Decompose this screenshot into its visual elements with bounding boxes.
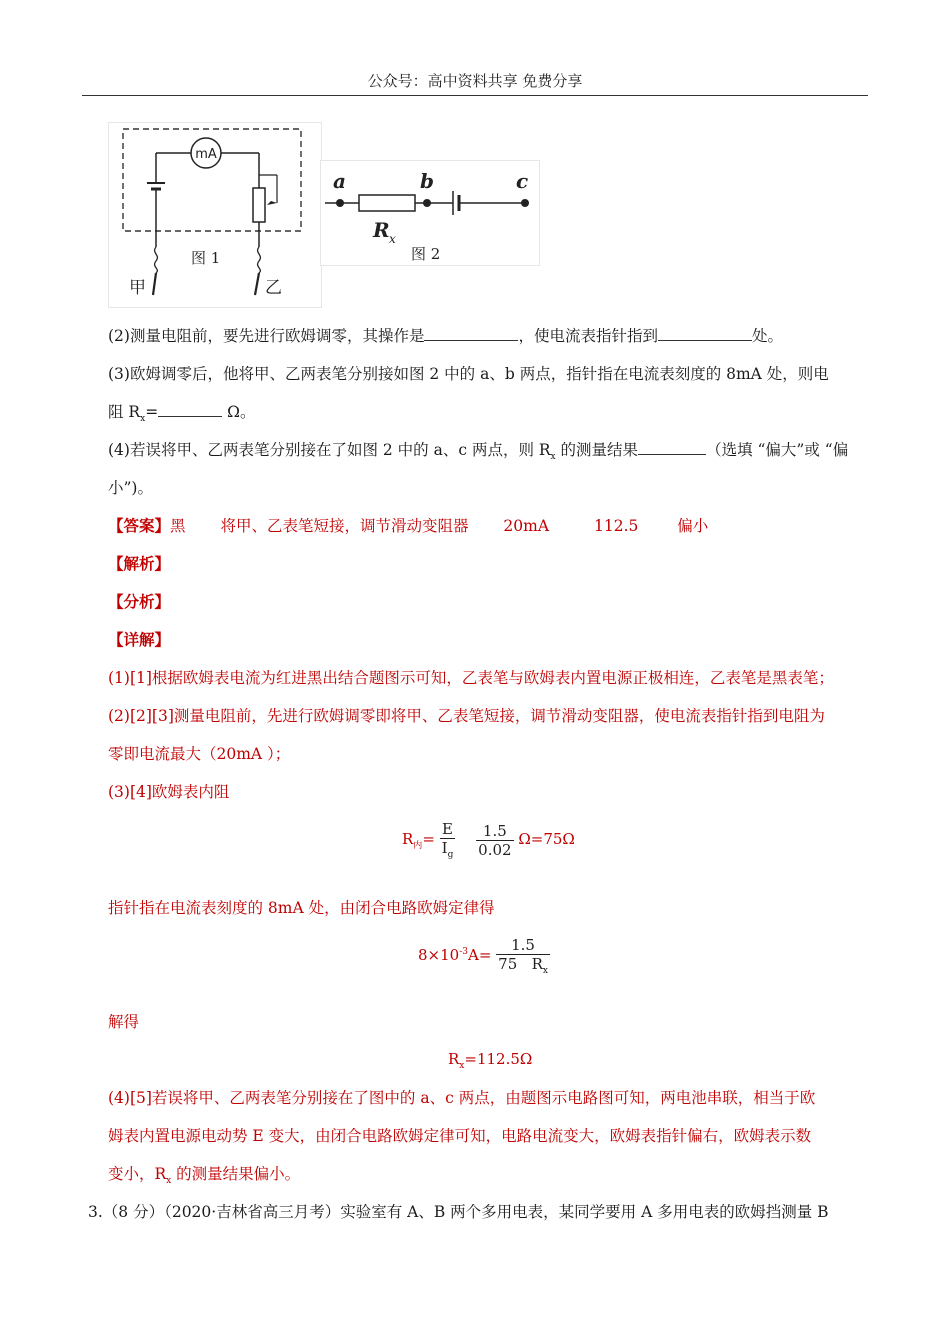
point-c-dot: [521, 199, 529, 207]
meter-label: mA: [195, 147, 217, 162]
point-c-label: c: [516, 169, 529, 193]
resistor-rx-icon: [359, 195, 415, 211]
header-divider: [82, 95, 868, 96]
page-header: 公众号：高中资料共享 免费分享: [367, 72, 583, 90]
answer-4: 112.5: [593, 517, 639, 535]
point-b-dot: [423, 199, 431, 207]
question-4-line-1: (4)若误将甲、乙两表笔分别接在了如图 2 中的 a、c 两点，则 $R_x$ 的测量结果 （选填 “偏大”或 “偏: [108, 441, 849, 462]
explanation-6-line-3: 变小，$R_x$ 的测量结果偏小。: [108, 1165, 301, 1186]
resistor-label: R: [373, 218, 390, 242]
fraction-1-5-over-75-plus-rx: $\frac{1.5}{75 R_x}$: [498, 936, 548, 976]
explanation-1: (1)[1]根据欧姆表电流为红进黑出结合题图示可知，乙表笔与欧姆表内置电源正极相连，乙表笔是黑表笔；: [108, 669, 834, 687]
probe-left-lead: [155, 247, 158, 273]
explanation-2-line-1: (2)[2][3]测量电阻前，先进行欧姆调零即将甲、乙表笔短接，调节滑动变阻器，使电流表指针指到电阻为: [108, 707, 825, 725]
resistor-subscript: x: [389, 232, 396, 246]
point-b-label: b: [420, 169, 434, 193]
explanation-2-line-2: 零即电流最大（20mA ）；: [108, 745, 291, 763]
point-a-label: a: [333, 169, 346, 193]
detail-heading: 【详解】: [108, 630, 171, 649]
question-3-line-1: (3)欧姆调零后，他将甲、乙两表笔分别接如图 2 中的 a、b 两点，指针指在电流表刻度的 8mA 处，则电: [108, 365, 829, 383]
figure-2-circuit: [321, 161, 539, 265]
figure-1-caption: 图 1: [191, 249, 221, 267]
analysis-heading: 【解析】: [108, 554, 171, 573]
question-4-line-2: 小”)。: [108, 479, 153, 497]
question-3-header: 3.（8 分）（2020·吉林省高三月考）实验室有 A、B 两个多用电表，某同学要用 A 多用电表的欧姆挡测量 B: [88, 1203, 829, 1221]
rheostat-icon: [253, 188, 265, 222]
figure-1: [108, 122, 322, 308]
explanation-6-line-1: (4)[5]若误将甲、乙两表笔分别接在了图中的 a、c 两点，由题图示电路图可知，两电池串联，相当于欧: [108, 1089, 816, 1107]
explanation-5: 解得: [108, 1013, 140, 1031]
answer-5: 偏小: [677, 517, 709, 535]
fraction-e-over-ig: $\frac{E}{I_g}$: [441, 820, 454, 860]
question-2: (2)测量电阻前，要先进行欧姆调零，其操作是 ，使电流表指针指到 处。: [108, 327, 783, 345]
explanation-6-line-2: 姆表内置电源电动势 E 变大，由闭合电路欧姆定律可知，电路电流变大，欧姆表指针偏右，欧姆表示数: [108, 1127, 812, 1145]
fraction-1-5-over-0-02: $\frac{1.5}{0.02}$: [478, 821, 512, 859]
answer-blank-4[interactable]: [638, 440, 706, 455]
figure-2: [320, 160, 540, 266]
point-a-dot: [336, 199, 344, 207]
equation-rx-result: $R_x=112.5\Omega$: [448, 1050, 533, 1071]
figure-1-circuit: [109, 123, 321, 307]
explanation-4: 指针指在电流表刻度的 8mA 处，由闭合电路欧姆定律得: [108, 899, 495, 917]
probe-yi-label: 乙: [265, 278, 282, 298]
answer-blank-2b[interactable]: [658, 326, 752, 341]
answer-3: 20mA: [503, 517, 550, 535]
probe-jia-label: 甲: [129, 278, 146, 298]
answer-line: [108, 516, 708, 536]
fenxi-heading: 【分析】: [108, 592, 171, 611]
question-3-line-2: 阻 $R_x= \Omega$。: [108, 403, 256, 424]
answer-blank-3[interactable]: [158, 402, 222, 417]
equation-internal-resistance: $R_内=$ $\frac{E}{I_g}$ $\frac{1.5}{0.02}$ Ω=75Ω: [402, 820, 575, 860]
figure-2-caption: 图 2: [411, 245, 441, 263]
answer-2: 将甲、乙表笔短接，调节滑动变阻器: [220, 517, 469, 535]
answer-tag: 【答案】: [108, 516, 171, 535]
equation-ohm-law: $8\times 10^{-3}A=$ $\frac{1.5}{75 R_x}$: [418, 936, 548, 976]
answer-1: 黑: [170, 517, 186, 535]
answer-blank-2a[interactable]: [424, 326, 518, 341]
explanation-3: (3)[4]欧姆表内阻: [108, 783, 230, 801]
probe-right-lead: [258, 247, 261, 273]
